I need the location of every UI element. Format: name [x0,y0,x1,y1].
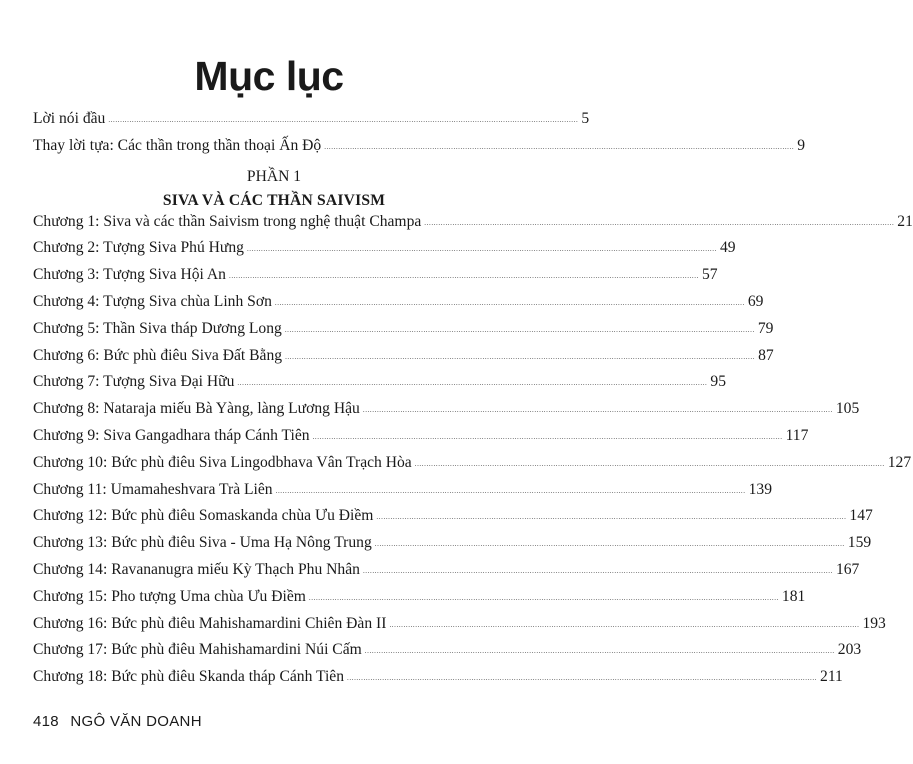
table-of-contents [33,110,913,695]
toc-entry-label: Lời nói đầu [33,110,106,127]
toc-entry [33,212,913,240]
toc-entry-label: Thay lời tựa: Các thần trong thần thoại Ấn Độ [33,136,322,154]
toc-leader-dots: ........................................................................................................................................................................................................ [308,593,779,602]
part-title: SIVA VÀ CÁC THẦN SAIVISM [162,191,386,209]
toc-leader-dots: ........................................................................................................................................................................................................ [376,513,847,522]
toc-entry-page: 203 [837,641,862,659]
toc-entry-page: 167 [835,560,860,578]
toc-leader-dots: ........................................................................................................................................................................................................ [414,459,885,468]
toc-leader-dots: ........................................................................................................................................................................................................ [284,325,755,334]
toc-entry-page: 49 [719,239,736,257]
toc-leader-dots: ........................................................................................................................................................................................................ [424,218,895,227]
toc-leader-dots: ........................................................................................................................................................................................................ [246,245,717,254]
chapter-list [33,212,913,695]
toc-entry-page: 21 [897,212,913,230]
toc-entry-label: Chương 6: Bức phù điêu Siva Đất Bằng [33,346,283,364]
toc-entry [33,507,873,534]
toc-entry-page: 159 [847,534,872,552]
page-title: Mục lục [194,53,344,100]
toc-entry [33,373,726,400]
toc-entry-label: Chương 15: Pho tượng Uma chùa Ưu Điềm [33,587,306,605]
toc-leader-dots: ........................................................................................................................................................................................................ [362,406,833,415]
toc-entry-page: 95 [710,373,726,391]
toc-entry-label: Chương 13: Bức phù điêu Siva - Uma Hạ Nông Trung [33,534,372,552]
toc-entry-page: 57 [701,266,718,284]
toc-leader-dots: ........................................................................................................................................................................................................ [228,272,699,281]
toc-entry [33,668,843,695]
toc-leader-dots: ........................................................................................................................................................................................................ [312,432,783,441]
toc-entry-page: 193 [862,614,886,632]
toc-entry [33,319,774,347]
toc-leader-dots: ........................................................................................................................................................................................................ [274,298,745,307]
toc-entry [33,110,590,137]
toc-entry-page: 9 [797,136,806,154]
toc-entry [33,587,806,615]
toc-entry-page: 117 [785,426,809,444]
toc-entry-label: Chương 5: Thần Siva tháp Dương Long [33,319,282,337]
toc-entry [33,426,809,454]
toc-entry [33,614,886,642]
toc-entry-label: Chương 17: Bức phù điêu Mahishamardini Núi Cấm [33,641,362,659]
toc-leader-dots: ........................................................................................................................................................................................................ [347,674,818,683]
toc-entry [33,136,806,164]
toc-entry-page: 147 [849,507,873,525]
toc-entry [33,266,718,293]
toc-entry-page: 105 [835,400,860,418]
toc-leader-dots: ........................................................................................................................................................................................................ [374,540,845,549]
toc-entry [33,346,774,374]
footer-author: NGÔ VĂN DOANH [70,713,202,730]
toc-entry-label: Chương 16: Bức phù điêu Mahishamardini Chiên Đàn II [33,614,387,632]
toc-entry-label: Chương 14: Ravananugra miếu Kỳ Thạch Phu Nhân [33,560,360,578]
toc-leader-dots: ........................................................................................................................................................................................................ [364,647,835,656]
toc-entry [33,239,736,266]
toc-entry-label: Chương 1: Siva và các thần Saivism trong nghệ thuật Champa [33,212,422,230]
toc-leader-dots: ........................................................................................................................................................................................................ [237,379,708,388]
toc-entry-label: Chương 4: Tượng Siva chùa Linh Sơn [33,292,272,310]
toc-entry-page: 87 [758,346,774,364]
toc-leader-dots: ........................................................................................................................................................................................................ [285,352,756,361]
toc-entry [33,641,862,668]
toc-entry-page: 139 [748,480,772,498]
toc-leader-dots: ........................................................................................................................................................................................................ [389,620,860,629]
toc-entry-page: 69 [747,292,764,310]
toc-leader-dots: ........................................................................................................................................................................................................ [275,486,746,495]
footer-page-number: 418 [33,713,59,730]
toc-leader-dots: ........................................................................................................................................................................................................ [108,116,579,124]
toc-entry [33,480,772,508]
toc-entry [33,292,764,320]
toc-entry [33,400,860,427]
part-heading: PHẦN 1 [246,167,302,185]
toc-entry-label: Chương 8: Nataraja miếu Bà Yàng, làng Lương Hậu [33,400,360,418]
toc-entry [33,560,860,588]
toc-entry [33,453,912,481]
toc-entry-label: Chương 9: Siva Gangadhara tháp Cánh Tiên [33,426,310,444]
toc-entry-label: Chương 11: Umamaheshvara Trà Liên [33,480,273,498]
toc-entry-label: Chương 18: Bức phù điêu Skanda tháp Cánh Tiên [33,668,345,686]
toc-leader-dots: ........................................................................................................................................................................................................ [324,142,795,151]
toc-leader-dots: ........................................................................................................................................................................................................ [362,566,833,575]
toc-entry-label: Chương 12: Bức phù điêu Somaskanda chùa Ưu Điềm [33,507,374,525]
toc-entry-label: Chương 7: Tượng Siva Đại Hữu [33,373,235,391]
toc-entry-label: Chương 2: Tượng Siva Phú Hưng [33,239,244,257]
toc-entry-page: 79 [757,319,774,337]
toc-entry-label: Chương 3: Tượng Siva Hội An [33,266,226,284]
page-footer [33,713,202,730]
toc-entry-page: 5 [581,110,590,127]
toc-entry-page: 211 [820,668,843,686]
toc-entry-label: Chương 10: Bức phù điêu Siva Lingodbhava Vân Trạch Hòa [33,453,412,471]
front-matter-list [33,110,806,164]
toc-entry [33,534,872,561]
toc-entry-page: 127 [887,453,912,471]
toc-entry-page: 181 [781,587,806,605]
